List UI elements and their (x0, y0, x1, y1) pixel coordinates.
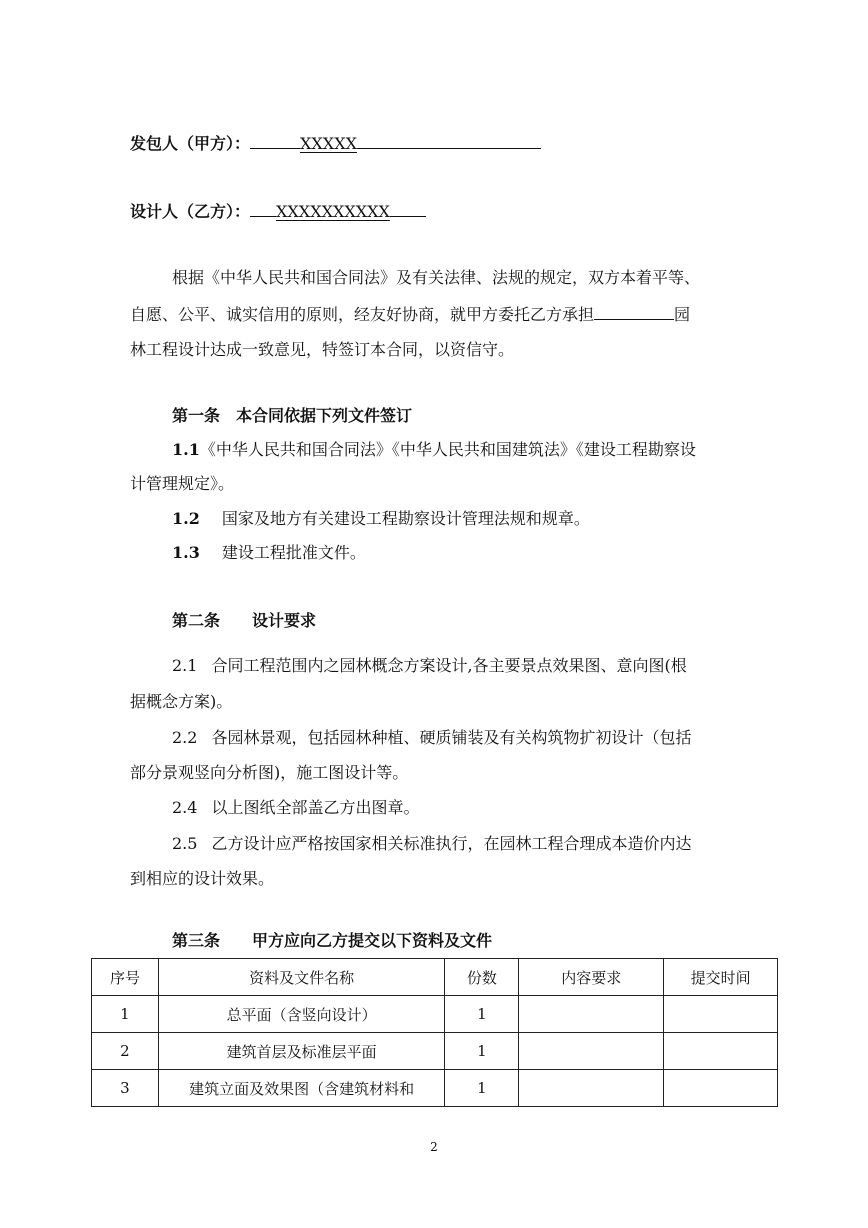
article-1-item-3 (172, 542, 792, 564)
table-cell: 1 (445, 996, 519, 1033)
article-2-item-2 (172, 727, 752, 749)
table-cell (519, 996, 664, 1033)
article-2-item-1-cont: 据概念方案)。 (130, 692, 233, 711)
header-cell: 份数 (445, 959, 519, 996)
party-a-underline-trail (357, 132, 541, 149)
item-text: 以上图纸全部盖乙方出图章。 (211, 798, 420, 817)
item-text: 乙方设计应严格按国家相关标准执行，在园林工程合理成本造价内达 (211, 834, 692, 853)
table-cell: 3 (92, 1070, 159, 1107)
header-cell: 资料及文件名称 (158, 959, 445, 996)
article-2-item-4 (172, 797, 792, 819)
party-a-label: 发包人（甲方）： (130, 134, 251, 153)
item-number: 2.4 (172, 798, 198, 817)
article-1-item-1-cont: 计管理规定》。 (130, 474, 235, 493)
preamble-line-1: 根据《中华人民共和国合同法》及有关法律、法规的规定，双方本着平等、 (172, 268, 701, 287)
table-cell (664, 996, 778, 1033)
item-text: 建设工程批准文件。 (221, 543, 366, 562)
article-2-item-5 (172, 833, 752, 855)
item-number: 2.2 (172, 728, 198, 747)
party-a-line (130, 132, 750, 155)
table-header-row (92, 959, 778, 996)
page-number: 2 (430, 1140, 438, 1154)
table-row (92, 1033, 778, 1070)
preamble-line-2 (130, 303, 750, 326)
preamble-line-3: 林工程设计达成一致意见，特签订本合同，以资信守。 (130, 340, 515, 359)
item-number: 1.3 (172, 543, 200, 562)
item-text: 国家及地方有关建设工程勘察设计管理法规和规章。 (221, 509, 590, 528)
table-cell (664, 1033, 778, 1070)
party-b-line (130, 200, 750, 223)
item-number: 1.1 (172, 440, 200, 459)
item-text: 各园林景观，包括园林种植、硬质铺装及有关构筑物扩初设计（包括 (211, 728, 692, 747)
article-2-item-1 (172, 655, 752, 677)
table-cell (519, 1033, 664, 1070)
party-b-value: XXXXXXXXXX (276, 202, 390, 221)
item-number: 2.1 (172, 656, 198, 675)
table-cell (519, 1070, 664, 1107)
party-b-underline-trail (390, 200, 426, 217)
party-b-label: 设计人（乙方）： (130, 202, 251, 221)
article-2-title: 第二条 设计要求 (172, 611, 317, 630)
item-text: 合同工程范围内之园林概念方案设计,各主要景点效果图、意向图(根 (211, 656, 687, 675)
table-cell: 建筑首层及标准层平面 (158, 1033, 445, 1070)
header-cell: 序号 (92, 959, 159, 996)
table-cell: 1 (445, 1070, 519, 1107)
table-row (92, 996, 778, 1033)
project-blank (594, 303, 674, 320)
header-cell: 提交时间 (664, 959, 778, 996)
materials-table (91, 958, 778, 1107)
party-b-underline-lead (250, 200, 276, 217)
table-row (92, 1070, 778, 1107)
table-cell: 1 (92, 996, 159, 1033)
table-cell (664, 1070, 778, 1107)
preamble-line-2-text: 自愿、公平、诚实信用的原则，经友好协商，就甲方委托乙方承担 (130, 305, 595, 324)
article-1-item-1 (172, 439, 752, 461)
table-cell: 1 (445, 1033, 519, 1070)
article-1-item-2 (172, 508, 792, 530)
table-cell: 总平面（含竖向设计） (158, 996, 445, 1033)
item-number: 1.2 (172, 509, 200, 528)
party-a-underline-lead (250, 132, 300, 149)
article-1-title: 第一条 本合同依据下列文件签订 (172, 406, 413, 425)
table-cell: 建筑立面及效果图（含建筑材料和 (158, 1070, 445, 1107)
item-text: 《中华人民共和国合同法》《中华人民共和国建筑法》《建设工程勘察设 (199, 440, 696, 459)
article-2-item-5-cont: 到相应的设计效果。 (130, 869, 275, 888)
article-2-item-2-cont: 部分景观竖向分析图)，施工图设计等。 (130, 763, 409, 782)
table-cell: 2 (92, 1033, 159, 1070)
preamble-line-2-end: 园 (674, 305, 691, 324)
article-3-title: 第三条 甲方应向乙方提交以下资料及文件 (172, 931, 493, 950)
header-cell: 内容要求 (519, 959, 664, 996)
party-a-value: XXXXX (300, 134, 357, 153)
item-number: 2.5 (172, 834, 198, 853)
